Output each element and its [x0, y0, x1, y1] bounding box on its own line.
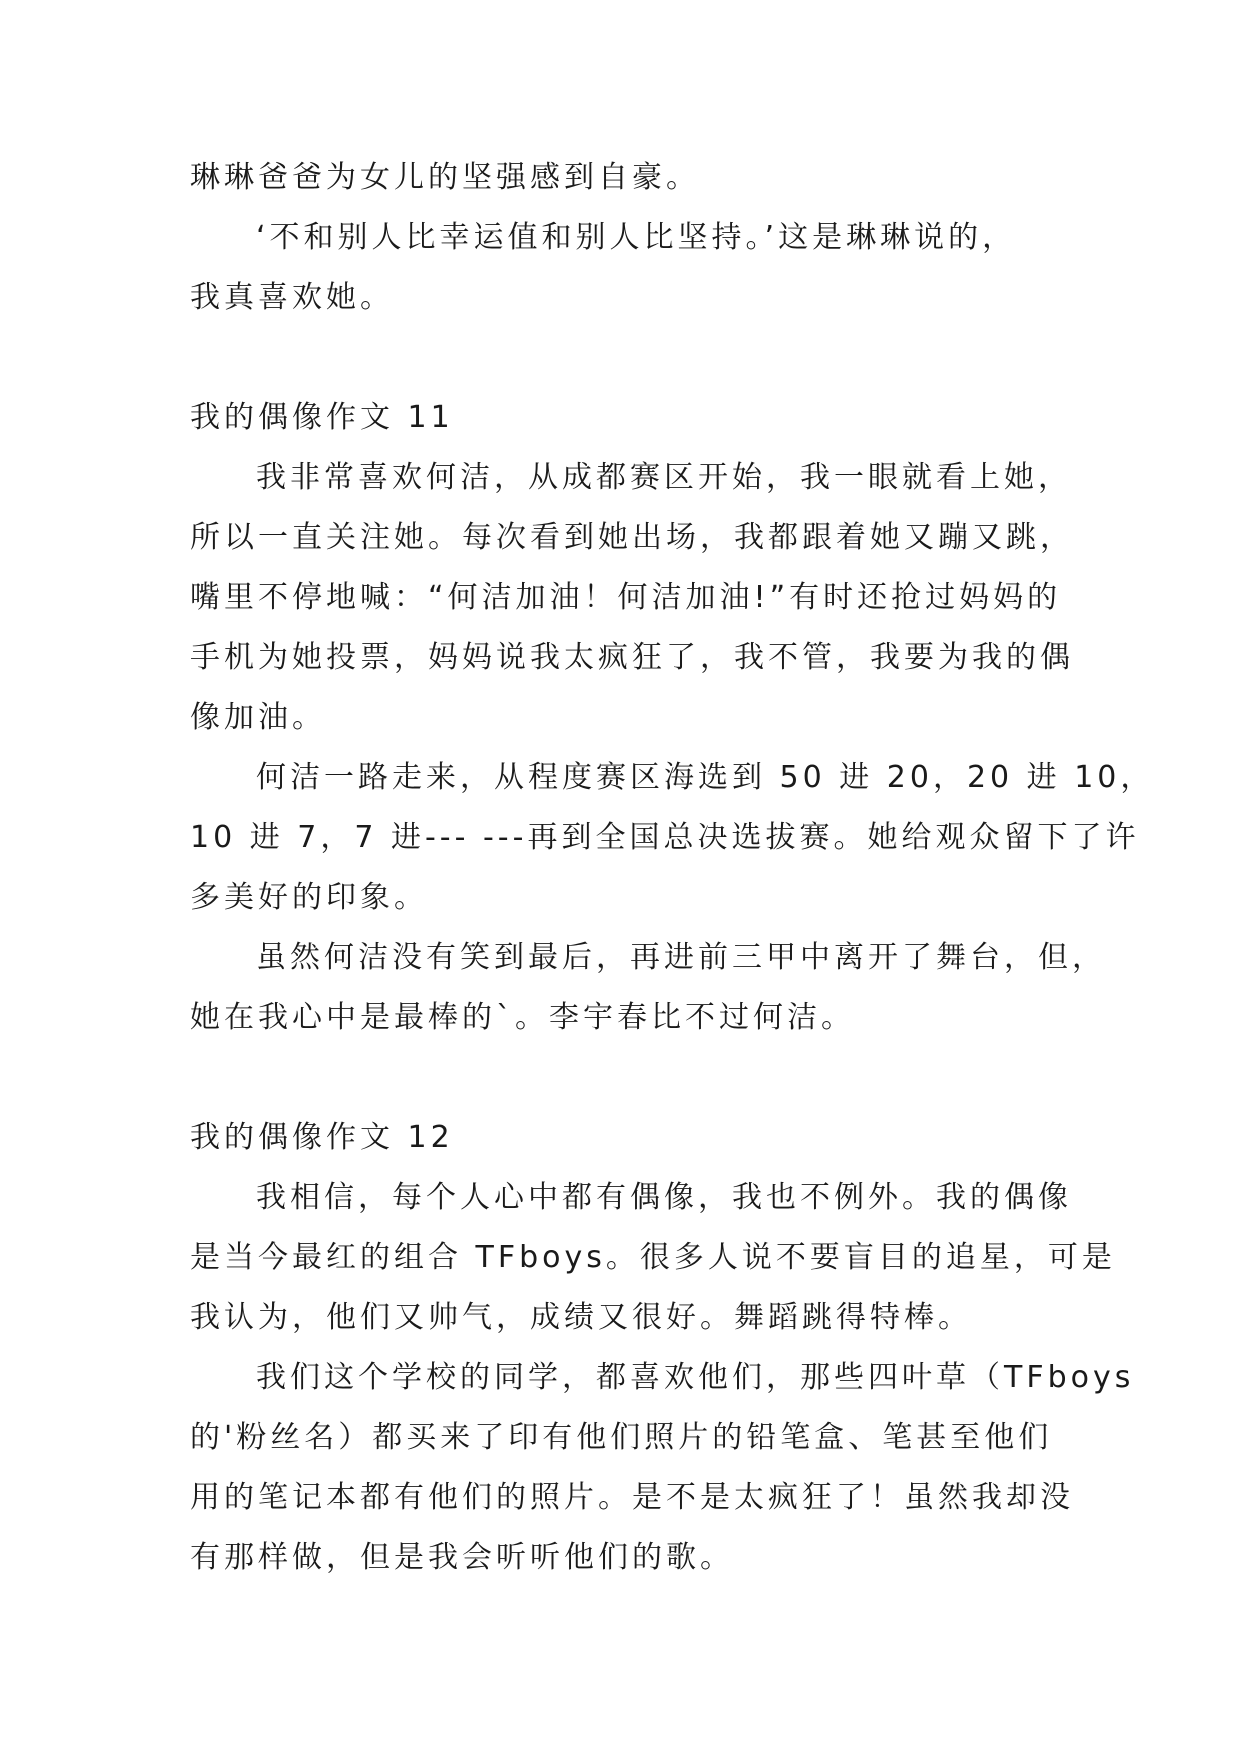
text-line: 嘴里不停地喊：“何洁加油！何洁加油!”有时还抢过妈妈的: [190, 580, 1062, 615]
text-line: 所以一直关注她。每次看到她出场，我都跟着她又蹦又跳，: [190, 520, 1074, 555]
text-line: 是当今最红的组合 TFboys。很多人说不要盲目的追星，可是: [190, 1240, 1116, 1275]
text-line: 我真喜欢她。: [190, 280, 394, 315]
text-line: 像加油。: [190, 700, 326, 735]
text-line: 我非常喜欢何洁，从成都赛区开始，我一眼就看上她，: [256, 460, 1072, 495]
text-line: 用的笔记本都有他们的照片。是不是太疯狂了！虽然我却没: [190, 1480, 1074, 1515]
text-line: 虽然何洁没有笑到最后，再进前三甲中离开了舞台，但，: [256, 940, 1106, 975]
section-heading: 我的偶像作文 12: [190, 1120, 454, 1155]
text-line: 何洁一路走来，从程度赛区海选到 50 进 20，20 进 10，: [256, 760, 1155, 795]
text-line: 10 进 7，7 进--- ---再到全国总决选拔赛。她给观众留下了许: [190, 820, 1140, 855]
text-line: 我相信，每个人心中都有偶像，我也不例外。我的偶像: [256, 1180, 1072, 1215]
section-heading: 我的偶像作文 11: [190, 400, 454, 435]
text-line: 多美好的印象。: [190, 880, 428, 915]
paragraph-gap: [190, 328, 1060, 388]
text-line: 琳琳爸爸为女儿的坚强感到自豪。: [190, 160, 700, 195]
text-line: 手机为她投票，妈妈说我太疯狂了，我不管，我要为我的偶: [190, 640, 1074, 675]
text-line: ‘不和别人比幸运值和别人比坚持。’这是琳琳说的，: [256, 220, 1017, 255]
document-body: [190, 148, 1155, 1588]
text-line: 的'粉丝名）都买来了印有他们照片的铅笔盒、笔甚至他们: [190, 1420, 1053, 1455]
text-line: 我认为，他们又帅气，成绩又很好。舞蹈跳得特棒。: [190, 1300, 972, 1335]
text-line: 她在我心中是最棒的`。李宇春比不过何洁。: [190, 1000, 855, 1035]
paragraph-gap: [190, 1048, 1060, 1108]
text-line: 有那样做，但是我会听听他们的歌。: [190, 1540, 734, 1575]
text-line: 我们这个学校的同学，都喜欢他们，那些四叶草（TFboys: [256, 1360, 1135, 1395]
